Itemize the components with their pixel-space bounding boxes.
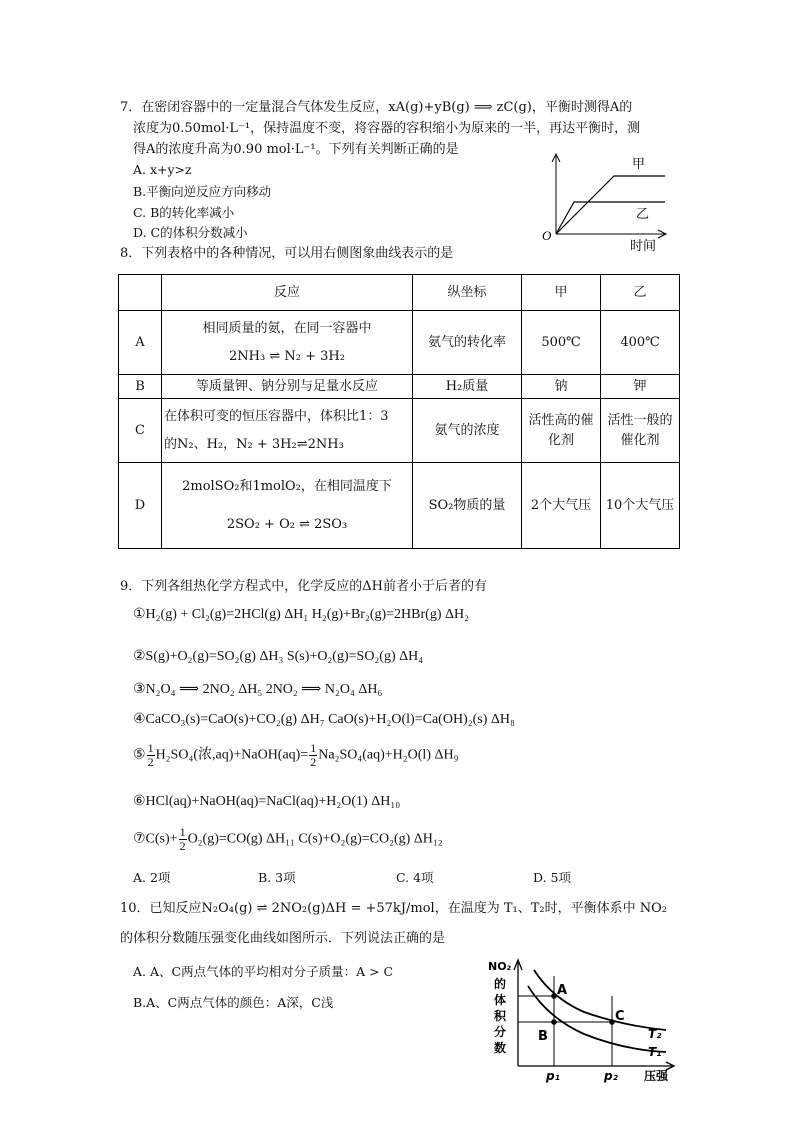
half-fraction: $\frac{1}{2}$ xyxy=(310,741,317,769)
row-key: D xyxy=(119,463,162,549)
x-axis-label: 压强 xyxy=(644,1069,669,1083)
table-row xyxy=(119,399,680,463)
y-axis-char: 的 xyxy=(494,977,507,991)
row-yi: 活性一般的催化剂 xyxy=(601,399,680,463)
row-y: 氨气的转化率 xyxy=(413,311,522,375)
q9-eq2: ②S(g)+O₂(g)=SO₂(g) ΔH₃ S(s)+O₂(g)=SO₂(g) ΔH₄ xyxy=(133,649,424,664)
q7-option-a: A. x+y>z xyxy=(133,162,192,177)
xtick-p1: p₁ xyxy=(546,1069,560,1083)
y-axis-char: 分 xyxy=(494,1025,507,1039)
point-a-label: A xyxy=(557,983,568,998)
q10-line1: 10．已知反应N₂O₄(g) ⇌ 2NO₂(g)ΔH = +57kJ/mol，在温度为 T₁、T₂时，平衡体系中 NO₂ xyxy=(120,901,667,916)
q10-option-a: A. A、C两点气体的平均相对分子质量：A > C xyxy=(133,964,394,979)
curve-t2-label: T₂ xyxy=(648,1027,662,1041)
eq5-number: ⑤ xyxy=(133,747,146,763)
q7-line3: 得A的浓度升高为0.90 mol·L⁻¹。下列有关判断正确的是 xyxy=(133,142,459,157)
q9-eq3: ③N₂O₄ ⟹ 2NO₂ ΔH₅ 2NO₂ ⟹ N₂O₄ ΔH₆ xyxy=(133,682,383,697)
point-b-label: B xyxy=(538,1029,548,1044)
header-cell: 乙 xyxy=(601,275,680,311)
q7-line2: 浓度为0.50mol·L⁻¹，保持温度不变，将容器的容积缩小为原来的一半，再达平衡时，测 xyxy=(133,121,641,136)
header-cell: 纵坐标 xyxy=(413,275,522,311)
reaction-equation: 2SO₂ + O₂ ⇌ 2SO₃ xyxy=(226,516,348,532)
reaction-equation: 2NH₃ ⇌ N₂ + 3H₂ xyxy=(229,348,345,364)
eq7-part-b: O₂(g)=CO(g) ΔH₁₁ C(s)+O₂(g)=CO₂(g) ΔH₁₂ xyxy=(187,831,443,847)
y-axis-label: NO₂ xyxy=(488,960,512,973)
xtick-p2: p₂ xyxy=(604,1069,618,1083)
q7-option-b: B.平衡向逆反应方向移动 xyxy=(133,184,272,199)
header-cell: 甲 xyxy=(522,275,601,311)
row-key: C xyxy=(119,399,162,463)
q7-line1: 7．在密闭容器中的一定量混合气体发生反应，xA(g)+yB(g) ⟹ zC(g)，平衡时测得A的 xyxy=(120,100,633,115)
row-key: A xyxy=(119,311,162,375)
eq7-part-a: ⑦C(s)+ xyxy=(133,831,178,847)
reaction-equation: 的N₂、H₂，N₂ + 3H₂⇌2NH₃ xyxy=(164,436,344,452)
row-yi: 钾 xyxy=(601,375,680,399)
reaction-line: 相同质量的氨，在同一容器中 xyxy=(202,320,372,336)
row-reaction xyxy=(162,399,413,463)
row-y: SO₂物质的量 xyxy=(413,463,522,549)
q9-option-b: B. 3项 xyxy=(258,870,296,885)
row-reaction: 等质量钾、钠分别与足量水反应 xyxy=(162,375,413,399)
row-reaction xyxy=(162,311,413,375)
q9-eq1: ①H₂(g) + Cl₂(g)=2HCl(g) ΔH₁ H₂(g)+Br₂(g)=2HBr(g) ΔH₂ xyxy=(133,607,469,622)
origin-label: O xyxy=(542,228,552,243)
q9-eq7 xyxy=(133,826,443,853)
point-b xyxy=(551,1019,557,1025)
header-cell: 反应 xyxy=(162,275,413,311)
row-y: H₂质量 xyxy=(413,375,522,399)
q9-option-c: C. 4项 xyxy=(396,870,434,885)
point-c xyxy=(609,1019,615,1025)
q10-line2: 的体积分数随压强变化曲线如图所示．下列说法正确的是 xyxy=(120,931,446,946)
point-a xyxy=(551,993,557,999)
q9-eq5 xyxy=(133,742,458,769)
table-header-row xyxy=(119,275,680,311)
header-cell xyxy=(119,275,162,311)
table-row xyxy=(119,463,680,549)
q9-eq4: ④CaCO₃(s)=CaO(s)+CO₂(g) ΔH₇ CaO(s)+H₂O(l)=Ca(OH)₂(s) ΔH₈ xyxy=(133,712,515,727)
q9-eq6: ⑥HCl(aq)+NaOH(aq)=NaCl(aq)+H₂O(1) ΔH₁₀ xyxy=(133,794,401,809)
reaction-line: 2molSO₂和1molO₂，在相同温度下 xyxy=(182,478,392,494)
q10-option-b: B.A、C两点气体的颜色：A深，C浅 xyxy=(133,995,334,1010)
q7-option-c: C. B的转化率减小 xyxy=(133,205,235,220)
half-fraction: $\frac{1}{2}$ xyxy=(179,825,186,853)
table-row xyxy=(119,311,680,375)
row-reaction xyxy=(162,463,413,549)
q7-option-d: D. C的体积分数减小 xyxy=(133,225,248,240)
x-axis-label: 时间 xyxy=(630,239,657,254)
point-c-label: C xyxy=(615,1009,625,1024)
row-jia: 钠 xyxy=(522,375,601,399)
row-yi: 400℃ xyxy=(601,311,680,375)
row-jia: 活性高的催化剂 xyxy=(522,399,601,463)
curve-yi-label: 乙 xyxy=(636,207,650,222)
eq5-part-b: Na₂SO₄(aq)+H₂O(l) ΔH₉ xyxy=(318,747,459,763)
q8-stem: 8．下列表格中的各种情况，可以用右侧图象曲线表示的是 xyxy=(120,246,454,261)
curve-t1-label: T₁ xyxy=(648,1045,662,1059)
reaction-line: 在体积可变的恒压容器中，体积比1：3 xyxy=(164,408,389,424)
q8-table xyxy=(118,274,680,549)
q8-figure xyxy=(530,152,670,254)
row-y: 氨气的浓度 xyxy=(413,399,522,463)
table-row xyxy=(119,375,680,399)
row-yi: 10个大气压 xyxy=(601,463,680,549)
half-fraction: $\frac{1}{2}$ xyxy=(147,741,154,769)
y-axis-char: 体 xyxy=(494,993,507,1007)
row-jia: 500℃ xyxy=(522,311,601,375)
q9-option-a: A. 2项 xyxy=(133,870,171,885)
q9-option-d: D. 5项 xyxy=(533,870,571,885)
y-axis-char: 数 xyxy=(494,1041,507,1055)
y-axis-char: 积 xyxy=(494,1009,507,1023)
eq5-part-a: H₂SO₄(浓,aq)+NaOH(aq)= xyxy=(155,747,309,763)
curve-jia-label: 甲 xyxy=(632,157,646,172)
q10-figure xyxy=(484,956,684,1086)
row-key: B xyxy=(119,375,162,399)
row-jia: 2个大气压 xyxy=(522,463,601,549)
q9-stem: 9．下列各组热化学方程式中，化学反应的ΔH前者小于后者的有 xyxy=(120,579,487,594)
